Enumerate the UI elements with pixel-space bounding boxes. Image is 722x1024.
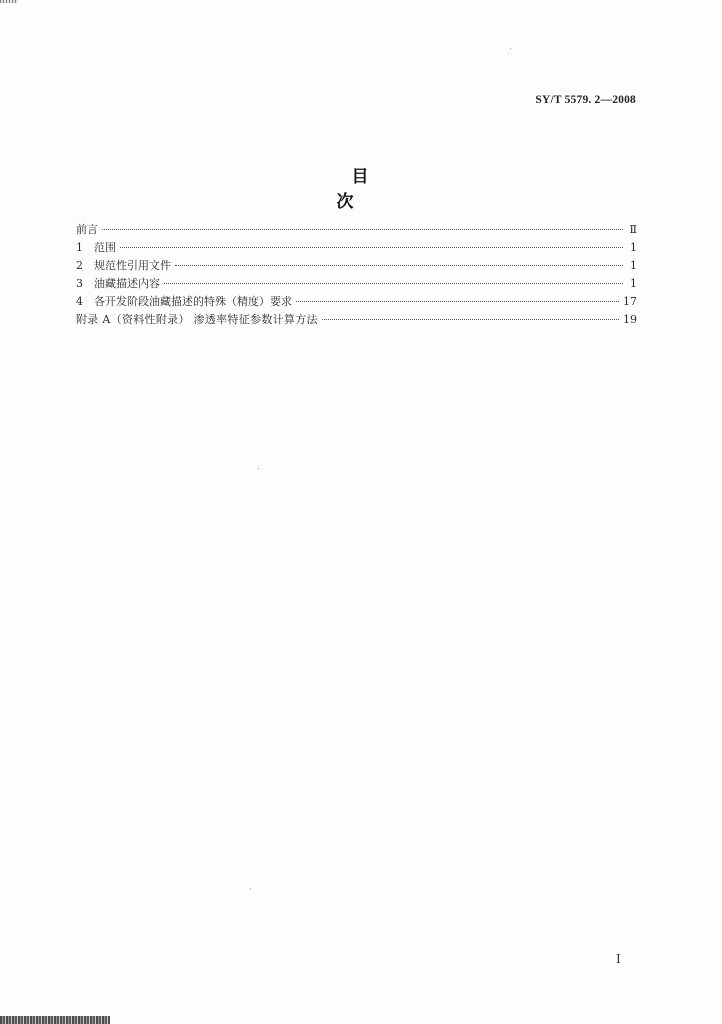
- toc-entry-label: 附录 A（资料性附录） 渗透率特征参数计算方法: [76, 313, 318, 326]
- standard-code: SY/T 5579. 2—2008: [535, 94, 636, 106]
- toc-entry-foreword[interactable]: [76, 221, 637, 239]
- toc-leader-dots: [164, 283, 623, 284]
- toc-leader-dots: [322, 319, 619, 320]
- scan-speck: [250, 888, 251, 889]
- page-title: 目 次: [336, 167, 399, 212]
- toc-entry-page: 1: [630, 277, 637, 290]
- toc-entry-page: 1: [630, 241, 637, 254]
- toc-entry-page: 19: [623, 313, 637, 326]
- toc-entry-number: 3: [76, 277, 83, 290]
- toc-entry-page: Ⅱ: [629, 223, 637, 236]
- toc-entry-label: 各开发阶段油藏描述的特殊（精度）要求: [94, 295, 292, 308]
- toc-entry-page: 1: [630, 259, 637, 272]
- toc-leader-dots: [120, 247, 623, 248]
- table-of-contents: [76, 221, 637, 329]
- toc-entry-scope[interactable]: [76, 239, 637, 257]
- toc-entry-reservoir-description[interactable]: [76, 275, 637, 293]
- toc-entry-label: 前言: [76, 223, 98, 236]
- toc-leader-dots: [102, 229, 623, 230]
- toc-entry-label: 范围: [94, 241, 116, 254]
- toc-entry-label: 规范性引用文件: [94, 259, 171, 272]
- toc-entry-number: 1: [76, 241, 83, 254]
- toc-entry-appendix-a[interactable]: [76, 311, 637, 329]
- toc-entry-label: 油藏描述内容: [94, 277, 160, 290]
- toc-leader-dots: [296, 301, 619, 302]
- toc-entry-normative-references[interactable]: [76, 257, 637, 275]
- toc-entry-page: 17: [623, 295, 637, 308]
- toc-entry-number: 2: [76, 259, 83, 272]
- toc-entry-number: 4: [76, 295, 83, 308]
- scan-artifact: [0, 0, 18, 3]
- scan-artifact: [0, 1016, 110, 1024]
- scan-speck: [258, 468, 259, 469]
- toc-entry-stage-requirements[interactable]: [76, 293, 637, 311]
- toc-leader-dots: [175, 265, 623, 266]
- page-number: Ⅰ: [616, 952, 621, 966]
- scan-speck: [510, 48, 511, 49]
